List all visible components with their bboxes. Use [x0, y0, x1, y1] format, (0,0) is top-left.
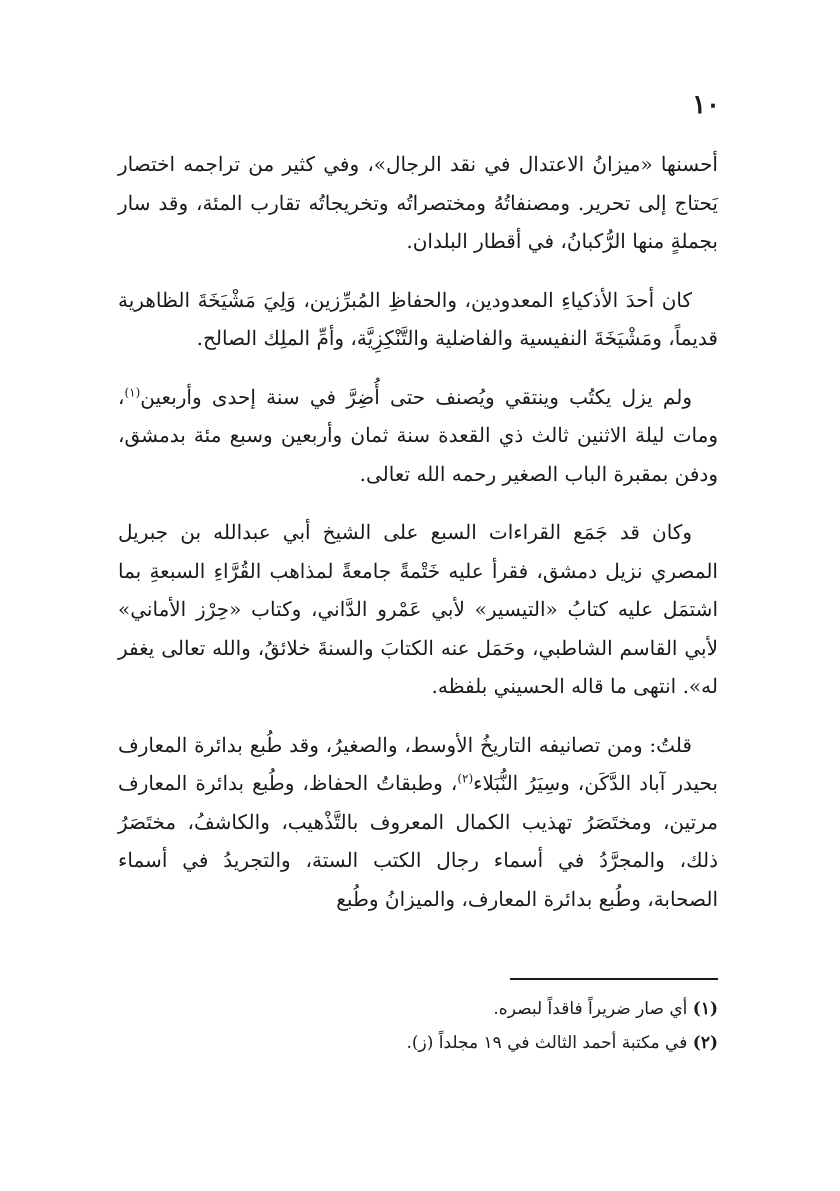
paragraph-3-text: ولم يزل يكتُب وينتقي ويُصنف حتى أُضِرَّ في سنة إحدى وأربعين — [140, 384, 692, 409]
paragraph-3 — [118, 378, 718, 494]
main-text — [118, 145, 718, 938]
paragraph-5-tail: ، وطبقاتُ الحفاظ، وطُبع بدائرة المعارف مرتين، ومختَصَرُ تهذيب الكمال المعروف بالتَّذْهيب، والكاشفُ، مختَصَرُ ذلك، والمجرَّدُ في أسماء رجال الكتب الستة، والتجريدُ في أسماء الصحابة، وطُبع بدائرة المعارف، والميزانُ وطُبع — [118, 771, 718, 911]
paragraph-3-tail: ، ومات ليلة الاثنين ثالث ذي القعدة سنة ثمان وأربعين وسبع مئة بدمشق، ودفن بمقبرة الباب الصغير رحمه الله تعالى. — [118, 384, 718, 486]
paragraph-4: وكان قد جَمَع القراءات السبع على الشيخ أبي عبدالله بن جبريل المصري نزيل دمشق، فقرأ عليه خَتْمةً جامعةً لمذاهب القُرَّاءِ السبعةِ بما اشتمَل عليه كتابُ «التيسير» لأبي عَمْرو الدَّاني، وكتاب «حِرْز الأماني» لأبي القاسم الشاطبي، وحَمَل عنه الكتابَ والسنةَ خلائقُ، والله تعالى يغفر له». انتهى ما قاله الحسيني بلفظه. — [118, 520, 718, 698]
paragraph-2: كان أحدَ الأذكياءِ المعدودين، والحفاظِ المُبرِّزين، وَلِيَ مَشْيَخَةَ الظاهرية قديماً، ومَشْيَخَةَ النفيسية والفاضلية والتَّنْكِزِيَّة، وأمِّ الملِك الصالح. — [118, 287, 718, 350]
footnote-marker-2: (٢) — [457, 771, 474, 786]
footnote-2 — [118, 1026, 718, 1060]
footnote-divider — [510, 978, 718, 980]
footnote-2-text: في مكتبة أحمد الثالث في ١٩ مجلداً (ز). — [406, 1033, 688, 1053]
paragraph-5-text: قلتُ: ومن تصانيفه التاريخُ الأوسط، والصغيرُ، وقد طُبع بدائرة المعارف بحيدر آباد الدَّكَن، وسِيَرُ النُّبَلاء — [118, 732, 718, 795]
paragraph-5 — [118, 726, 718, 919]
footnote-1-number: (١) — [692, 999, 718, 1019]
footnote-marker-1: (١) — [124, 384, 141, 399]
footnotes — [118, 992, 718, 1060]
paragraph-1: أحسنها «ميزانُ الاعتدال في نقد الرجال»، وفي كثير من تراجمه اختصار يَحتاج إلى تحرير. ومصنفاتُهُ ومختصراتُه وتخريجاتُه تقارب المئة، وقد سار بجملةٍ منها الرُّكبانُ، في أقطار البلدان. — [118, 152, 718, 253]
page-number: ١٠ — [692, 90, 720, 120]
footnote-1 — [118, 992, 718, 1026]
footnote-1-text: أي صار ضريراً فاقداً لبصره. — [493, 999, 688, 1019]
footnote-2-number: (٢) — [692, 1033, 718, 1053]
